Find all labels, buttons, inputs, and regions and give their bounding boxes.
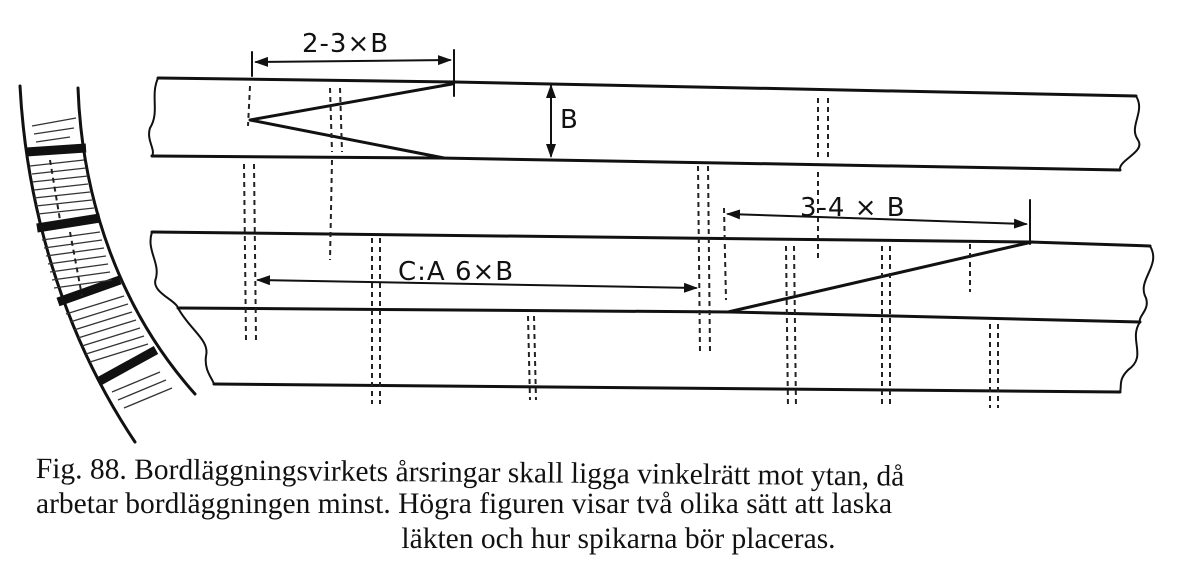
nail [244, 164, 246, 340]
hull-nail-1 [50, 160, 60, 220]
board-line-4 [178, 308, 1140, 322]
growth-rings [30, 118, 172, 408]
dimension-label-height: B [560, 105, 579, 135]
nail [340, 88, 342, 152]
board-seam-1 [26, 148, 86, 152]
board-end-left-1 [149, 78, 158, 156]
nail [794, 246, 796, 408]
nail [330, 88, 332, 152]
scarf-joint-lower [728, 242, 1032, 312]
board-line-1 [158, 78, 1136, 96]
board-end-right-1 [1120, 96, 1140, 170]
scarf-joint-top [250, 84, 452, 158]
dimension-right [728, 193, 1030, 244]
board-end-right-2 [1140, 246, 1153, 322]
dimension-label-right: 3-4 × B [800, 193, 906, 223]
caption-line-1: Fig. 88. Bordläggningsvirkets årsringar skall ligga vinkelrätt mot ytan, då [35, 452, 905, 493]
hull-inner-curve [20, 86, 135, 442]
hull-nail-2 [70, 232, 82, 296]
dimension-label-middle: C:A 6×B [398, 257, 515, 287]
nail [708, 166, 710, 352]
dimension-height [551, 86, 579, 156]
nails [244, 86, 998, 408]
board-end-left-2 [150, 232, 178, 308]
caption-line-2: arbetar bordläggningen minst. Högra figuren visar två olika sätt att laska [36, 488, 893, 520]
board-seam-2 [37, 218, 100, 228]
figure-caption [36, 452, 1171, 557]
board-end-right-3 [1120, 322, 1140, 392]
board-line-3 [152, 232, 1150, 246]
board-line-5 [214, 384, 1120, 392]
board-end-left-3 [178, 308, 214, 384]
nail [698, 166, 700, 352]
dimension-top-left [252, 29, 454, 96]
dim-arrow [256, 60, 450, 62]
dimension-middle [258, 257, 696, 288]
nail [786, 246, 788, 408]
board-line-2 [152, 156, 1120, 170]
caption-line-3: läkten och hur spikarna bör placeras. [401, 523, 836, 555]
hull-cross-section [20, 86, 195, 442]
nail [330, 160, 332, 260]
nail [254, 164, 256, 340]
dimension-label-top-left: 2-3×B [302, 29, 390, 59]
boards [149, 29, 1153, 408]
nail [724, 208, 726, 300]
